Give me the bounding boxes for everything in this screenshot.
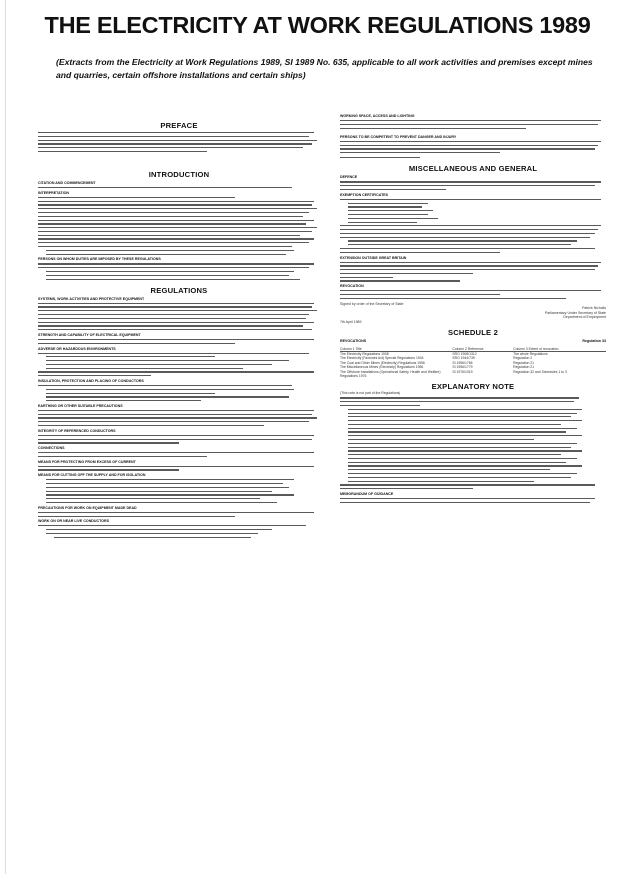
table-cell: Regulation 2	[513, 356, 533, 361]
table-cell: SI 1956/1766	[452, 360, 473, 365]
cutting-off-text	[38, 479, 320, 503]
competent-label: PERSONS TO BE COMPETENT TO PREVENT DANGER AND INJURY	[340, 134, 457, 139]
revocations-label: REVOCATIONS	[340, 338, 367, 343]
table-cell: Regulation 21	[513, 360, 535, 365]
strength-label: STRENGTH AND CAPABILITY OF ELECTRICAL EQUIPMENT	[38, 332, 141, 337]
signed-date: 7th April 1989	[340, 319, 362, 324]
work-on-live-label: WORK ON OR NEAR LIVE CONDUCTORS	[38, 519, 110, 524]
earthing-label: EARTHING OR OTHER SUITABLE PRECAUTIONS	[38, 403, 123, 408]
exemption-label: EXEMPTION CERTIFICATES	[340, 192, 389, 197]
scan-edge	[0, 0, 6, 874]
adverse-text	[38, 353, 320, 377]
memorandum-text	[340, 498, 606, 503]
precautions-label: PRECAUTIONS FOR WORK ON EQUIPMENT MADE DEAD	[38, 505, 137, 510]
excess-current-label: MEANS FOR PROTECTING FROM EXCESS OF CURRENT	[38, 459, 136, 464]
table-cell: Regulation 21	[513, 365, 535, 370]
table-cell: The Miscellaneous Mines (Electricity) Regulations 1956	[340, 365, 424, 370]
strength-text	[38, 339, 320, 344]
table-cell: The Electricity (Factories Act) Special Regulations 1944	[340, 356, 424, 361]
citation-label: CITATION AND COMMENCEMENT	[38, 181, 96, 186]
work-on-live-text	[38, 525, 320, 538]
table-cell: SRO 1944/739	[452, 356, 475, 361]
integrity-label: INTEGRITY OF REFERENCED CONDUCTORS	[38, 428, 116, 433]
explanatory-text	[340, 397, 606, 489]
table-cell: The Coal and Other Mines (Electricity) Regulations 1956	[340, 360, 425, 365]
insulation-text	[38, 385, 320, 401]
explanatory-subnote: (This note is not part of the Regulations)	[340, 391, 401, 396]
memorandum-label: MEMORANDUM OF GUIDANCE	[340, 491, 394, 496]
table-cell: The Offshore Installations (Operational Safety, Health and Welfare) Regulations 1976	[340, 369, 441, 378]
precautions-text	[38, 512, 320, 517]
extension-text	[340, 262, 606, 282]
insulation-label: INSULATION, PROTECTION AND PLACING OF CONDUCTORS	[38, 378, 144, 383]
table-header-cell: Column 2 Reference	[452, 346, 484, 351]
excess-current-text	[38, 466, 320, 471]
adverse-label: ADVERSE OR HAZARDOUS ENVIRONMENTS	[38, 346, 116, 351]
table-cell: SI 1976/1019	[452, 369, 473, 374]
preface-text	[38, 132, 320, 152]
misc-heading: MISCELLANEOUS AND GENERAL	[408, 164, 538, 174]
cutting-off-label: MEANS FOR CUTTING OFF THE SUPPLY AND FOR ISOLATION	[38, 473, 146, 478]
signatory-name: Patrick Nicholls	[582, 306, 606, 311]
working-space-label: WORKING SPACE, ACCESS AND LIGHTING	[340, 114, 415, 118]
introduction-heading: INTRODUCTION	[148, 170, 210, 180]
revocation-label: REVOCATION	[340, 284, 364, 289]
persons-label: PERSONS ON WHOM DUTIES ARE IMPOSED BY THESE REGULATIONS	[38, 257, 161, 262]
connections-label: CONNECTIONS	[38, 446, 65, 451]
table-cell: Regulation 32 and Schedules 1 to 3	[513, 369, 567, 374]
defence-text	[340, 181, 606, 190]
table-row	[340, 370, 606, 379]
table-header-cell: Column 1 Title	[340, 346, 362, 351]
signatory-role: Parliamentary Under Secretary of State	[544, 310, 606, 315]
document-subtitle: (Extracts from the Electricity at Work Regulations 1989, SI 1989 No. 635, applicable to all work activities and premises except mines and quarries, certain offshore installations and certain ships)	[56, 57, 593, 80]
table-cell: The whole Regulations	[513, 351, 548, 356]
working-space-text	[340, 120, 606, 129]
table-cell: The Electricity Regulations 1908	[340, 351, 389, 356]
citation-text	[38, 187, 320, 188]
table-cell: SRO 1908/1312	[452, 351, 477, 356]
persons-text	[38, 263, 320, 279]
revocation-text	[340, 290, 606, 299]
systems-text	[38, 303, 320, 331]
regulations-heading: REGULATIONS	[150, 285, 208, 295]
competent-text	[340, 141, 606, 159]
explanatory-heading: EXPLANATORY NOTE	[431, 382, 515, 392]
systems-label: SYSTEMS, WORK ACTIVITIES AND PROTECTIVE EQUIPMENT	[38, 296, 145, 301]
left-column	[38, 115, 320, 540]
department: Department of Employment	[563, 315, 606, 320]
table-header-cell: Column 3 Extent of revocation	[513, 346, 559, 351]
preface-heading: PREFACE	[160, 121, 198, 130]
defence-label: DEFENCE	[340, 175, 358, 180]
signed-by: Signed by order of the Secretary of State	[340, 301, 404, 306]
integrity-text	[38, 435, 320, 444]
exemption-text	[340, 199, 606, 253]
schedule-heading: SCHEDULE 2	[447, 327, 499, 337]
connections-text	[38, 452, 320, 457]
right-column	[340, 112, 606, 505]
extension-label: EXTENSION OUTSIDE GREAT BRITAIN	[340, 255, 407, 260]
earthing-text	[38, 410, 320, 426]
document-title: THE ELECTRICITY AT WORK REGULATIONS 1989	[44, 12, 591, 38]
revocations-table	[340, 347, 606, 379]
interpretation-label: INTERPRETATION	[38, 190, 70, 195]
table-cell: SI 1956/1779	[452, 365, 473, 370]
schedule-regulation: Regulation 33	[582, 338, 606, 343]
interpretation-text	[38, 197, 320, 255]
